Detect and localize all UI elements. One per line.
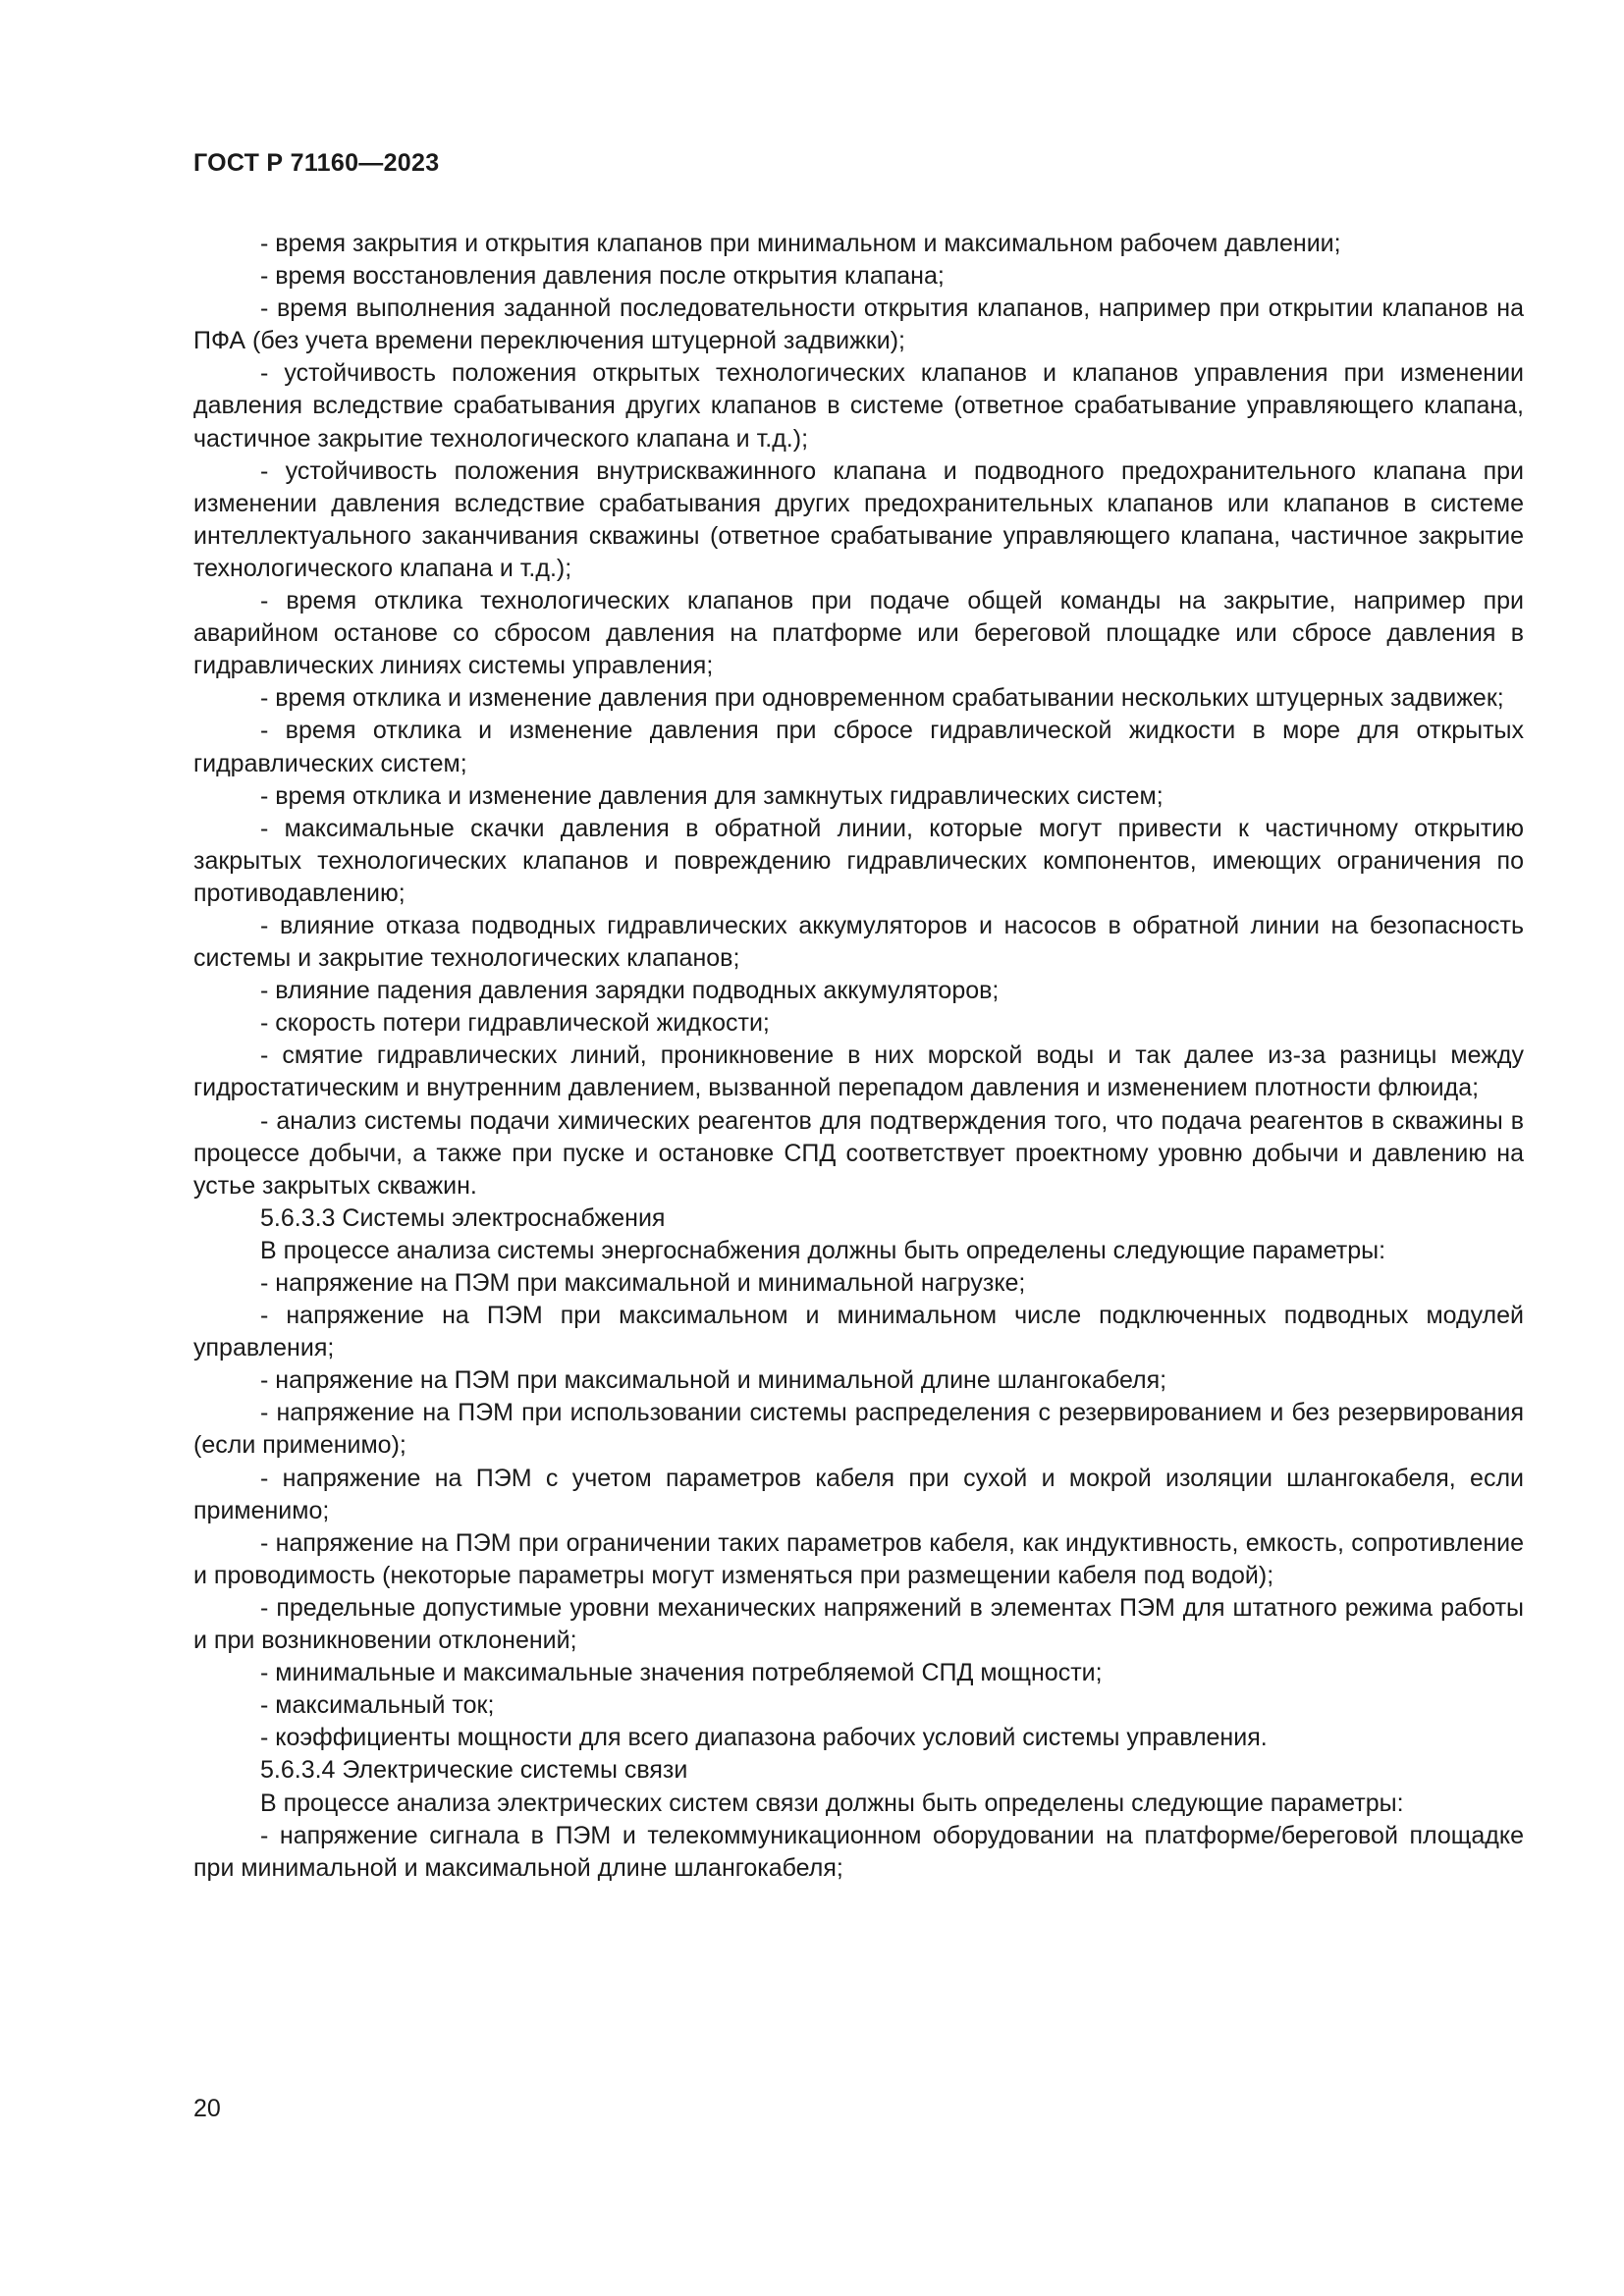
section-heading: 5.6.3.3 Системы электроснабжения <box>260 1203 666 1232</box>
paragraph: - минимальные и максимальные значения потребляемой СПД мощности; <box>260 1659 1103 1687</box>
paragraph: - влияние отказа подводных гидравлических аккумуляторов и насосов в обратной линии на безопасность системы и закрытие технологических клапанов; <box>193 911 1524 973</box>
document-body <box>193 228 1524 1885</box>
paragraph: - время отклика технологических клапанов при подаче общей команды на закрытие, например при аварийном останове со сбросом давления на платформе или береговой площадке или сбросе давления в гидравлических линиях системы управления; <box>193 587 1524 680</box>
paragraph: В процессе анализа электрических систем связи должны быть определены следующие параметры: <box>260 1789 1404 1817</box>
page-number: 20 <box>193 2095 221 2122</box>
document-header: ГОСТ Р 71160—2023 <box>193 149 440 177</box>
paragraph: - влияние падения давления зарядки подводных аккумуляторов; <box>260 977 1000 1005</box>
paragraph: - коэффициенты мощности для всего диапазона рабочих условий системы управления. <box>260 1724 1268 1752</box>
section-heading: 5.6.3.4 Электрические системы связи <box>260 1756 688 1785</box>
paragraph: - предельные допустимые уровни механических напряжений в элементах ПЭМ для штатного режима работы и при возникновении отклонений; <box>193 1593 1524 1655</box>
paragraph: - время отклика и изменение давления при одновременном срабатывании нескольких штуцерных задвижек; <box>260 684 1504 713</box>
paragraph: - время отклика и изменение давления при сбросе гидравлической жидкости в море для открытых гидравлических систем; <box>193 717 1524 777</box>
paragraph: - смятие гидравлических линий, проникновение в них морской воды и так далее из-за разницы между гидростатическим и внутренним давлением, вызванной перепадом давления и изменением плотности флюида; <box>193 1041 1524 1102</box>
paragraph: - устойчивость положения внутрискважинного клапана и подводного предохранительного клапана при изменении давления вследствие срабатывания других предохранительных клапанов или клапанов в системе интеллектуального заканчивания скважины (ответное срабатывание управляющего клапана, частичное закрытие технологического клапана и т.д.); <box>193 456 1524 582</box>
paragraph: - время отклика и изменение давления для замкнутых гидравлических систем; <box>260 781 1164 810</box>
paragraph: - напряжение на ПЭМ при максимальной и минимальной нагрузке; <box>260 1269 1026 1297</box>
paragraph: - устойчивость положения открытых технологических клапанов и клапанов управления при изменении давления вследствие срабатывания других клапанов в системе (ответное срабатывание управляющего клапана, частичное закрытие технологического клапана и т.д.); <box>193 359 1524 453</box>
paragraph: - напряжение на ПЭМ при максимальной и минимальной длине шлангокабеля; <box>260 1366 1167 1395</box>
paragraph: - напряжение на ПЭМ при максимальном и минимальном числе подключенных подводных модулей управления; <box>193 1302 1524 1362</box>
paragraph: - анализ системы подачи химических реагентов для подтверждения того, что подача реагентов в скважины в процессе добычи, а также при пуске и остановке СПД соответствует проектному уровню добычи и давлению на устье закрытых скважин. <box>193 1106 1524 1200</box>
paragraph: В процессе анализа системы энергоснабжения должны быть определены следующие параметры: <box>260 1236 1386 1264</box>
paragraph: - время выполнения заданной последовательности открытия клапанов, например при открытии клапанов на ПФА (без учета времени переключения штуцерной задвижки); <box>193 294 1524 355</box>
paragraph: - напряжение на ПЭМ с учетом параметров кабеля при сухой и мокрой изоляции шлангокабеля, если применимо; <box>193 1464 1524 1524</box>
paragraph: - напряжение на ПЭМ при ограничении таких параметров кабеля, как индуктивность, емкость, сопротивление и проводимость (некоторые параметры могут изменяться при размещении кабеля под водой); <box>193 1528 1524 1589</box>
paragraph: - скорость потери гидравлической жидкости; <box>260 1009 770 1038</box>
paragraph: - время закрытия и открытия клапанов при минимальном и максимальном рабочем давлении; <box>260 230 1341 257</box>
paragraph: - напряжение на ПЭМ при использовании системы распределения с резервированием и без резервирования (если применимо); <box>193 1399 1524 1460</box>
paragraph: - напряжение сигнала в ПЭМ и телекоммуникационном оборудовании на платформе/береговой площадке при минимальной и максимальной длине шлангокабеля; <box>193 1821 1524 1882</box>
paragraph: - время восстановления давления после открытия клапана; <box>260 262 945 291</box>
paragraph: - максимальные скачки давления в обратной линии, которые могут привести к частичному открытию закрытых технологических клапанов и повреждению гидравлических компонентов, имеющих ограничения по противодавлению; <box>193 814 1524 907</box>
paragraph: - максимальный ток; <box>260 1691 495 1720</box>
